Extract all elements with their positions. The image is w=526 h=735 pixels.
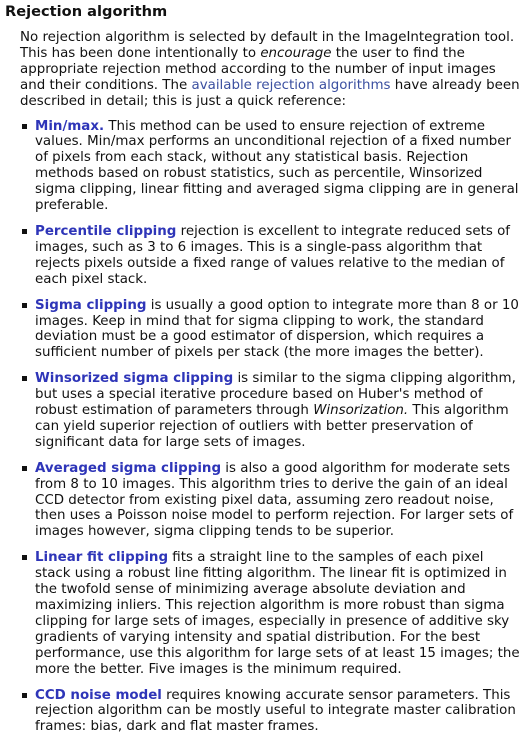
section-heading: Rejection algorithm bbox=[5, 3, 168, 20]
list-item-text: This method can be used to ensure rejection of extreme values. Min/max performs an unconditional rejection of a fixed number of pixels from each stack, without any statistical basis. Rejection methods based on robust statistics, such as percentile, Winsorized sigma clipping, linear fitting and averaged sigma clipping are in general preferable. bbox=[35, 118, 519, 214]
intro-paragraph bbox=[20, 30, 520, 110]
intro-emphasis: encourage bbox=[260, 45, 332, 61]
bullet-icon bbox=[22, 376, 27, 381]
averaged-sigma-clipping-link[interactable]: Averaged sigma clipping bbox=[35, 460, 222, 476]
list-item-linear-fit bbox=[5, 550, 520, 677]
intro-text-3: have already been described in detail; this is just a quick reference: bbox=[20, 77, 520, 109]
list-item-sigma bbox=[5, 298, 520, 362]
list-item-text-2: This algorithm can yield superior rejection of outliers with better preservation of significant data for large sets of images. bbox=[35, 403, 509, 450]
list-item-text: rejection is excellent to integrate reduced sets of images, such as 3 to 6 images. This is a single-pass algorithm that rejects pixels outside a fixed range of values relative to the median of each pixel stack. bbox=[35, 223, 510, 287]
bullet-icon bbox=[22, 229, 27, 234]
list-item-ccd-noise bbox=[5, 688, 520, 735]
percentile-clipping-link[interactable]: Percentile clipping bbox=[35, 223, 177, 239]
minmax-link[interactable]: Min/max. bbox=[35, 118, 105, 134]
bullet-icon bbox=[22, 303, 27, 308]
list-item-minmax bbox=[5, 119, 520, 214]
list-item-text: is similar to the sigma clipping algorithm, but uses a special iterative procedure based on Huber's method of robust estimation of parameters through bbox=[35, 371, 516, 419]
list-item-winsorized bbox=[5, 371, 520, 451]
list-item-percentile bbox=[5, 224, 520, 288]
available-algorithms-link[interactable]: available rejection algorithms bbox=[191, 77, 391, 93]
sigma-clipping-link[interactable]: Sigma clipping bbox=[35, 297, 147, 313]
intro-text-2: the user to find the appropriate rejection method according to the number of input images and their conditions. The bbox=[20, 45, 496, 93]
bullet-icon bbox=[22, 124, 27, 129]
winsorized-sigma-clipping-link[interactable]: Winsorized sigma clipping bbox=[35, 371, 234, 387]
list-item-averaged bbox=[5, 461, 520, 541]
ccd-noise-model-link[interactable]: CCD noise model bbox=[35, 687, 162, 703]
bullet-icon bbox=[22, 693, 27, 698]
list-item-text: requires knowing accurate sensor parameters. This rejection algorithm can be mostly useful to integrate master calibration frames: bias, dark and flat master frames. bbox=[35, 687, 516, 735]
bullet-icon bbox=[22, 466, 27, 471]
list-item-text: is usually a good option to integrate more than 8 or 10 images. Keep in mind that for sigma clipping to work, the standard deviation must be a good estimator of dispersion, which requires a sufficient number of pixels per stack (the more images the better). bbox=[35, 297, 519, 361]
algorithm-list bbox=[5, 119, 520, 735]
list-item-emphasis: Winsorization. bbox=[313, 403, 409, 419]
linear-fit-clipping-link[interactable]: Linear fit clipping bbox=[35, 550, 169, 566]
intro-text-1: No rejection algorithm is selected by default in the ImageIntegration tool. This has been done intentionally to bbox=[20, 30, 515, 61]
list-item-text: fits a straight line to the samples of each pixel stack using a robust line fitting algorithm. The linear fit is optimized in the twofold sense of minimizing average absolute deviation and maximizing inliers. This rejection algorithm is more robust than sigma clipping for large sets of images, especially in presence of additive sky gradients of varying intensity and spatial distribution. For the best performance, use this algorithm for large sets of at least 15 images; the more the better. Five images is the minimum required. bbox=[35, 550, 520, 677]
bullet-icon bbox=[22, 555, 27, 560]
list-item-text: is also a good algorithm for moderate sets from 8 to 10 images. This algorithm tries to derive the gain of an ideal CCD detector from existing pixel data, assuming zero readout noise, then uses a Poisson noise model to perform rejection. For larger sets of images however, sigma clipping tends to be superior. bbox=[35, 460, 514, 540]
